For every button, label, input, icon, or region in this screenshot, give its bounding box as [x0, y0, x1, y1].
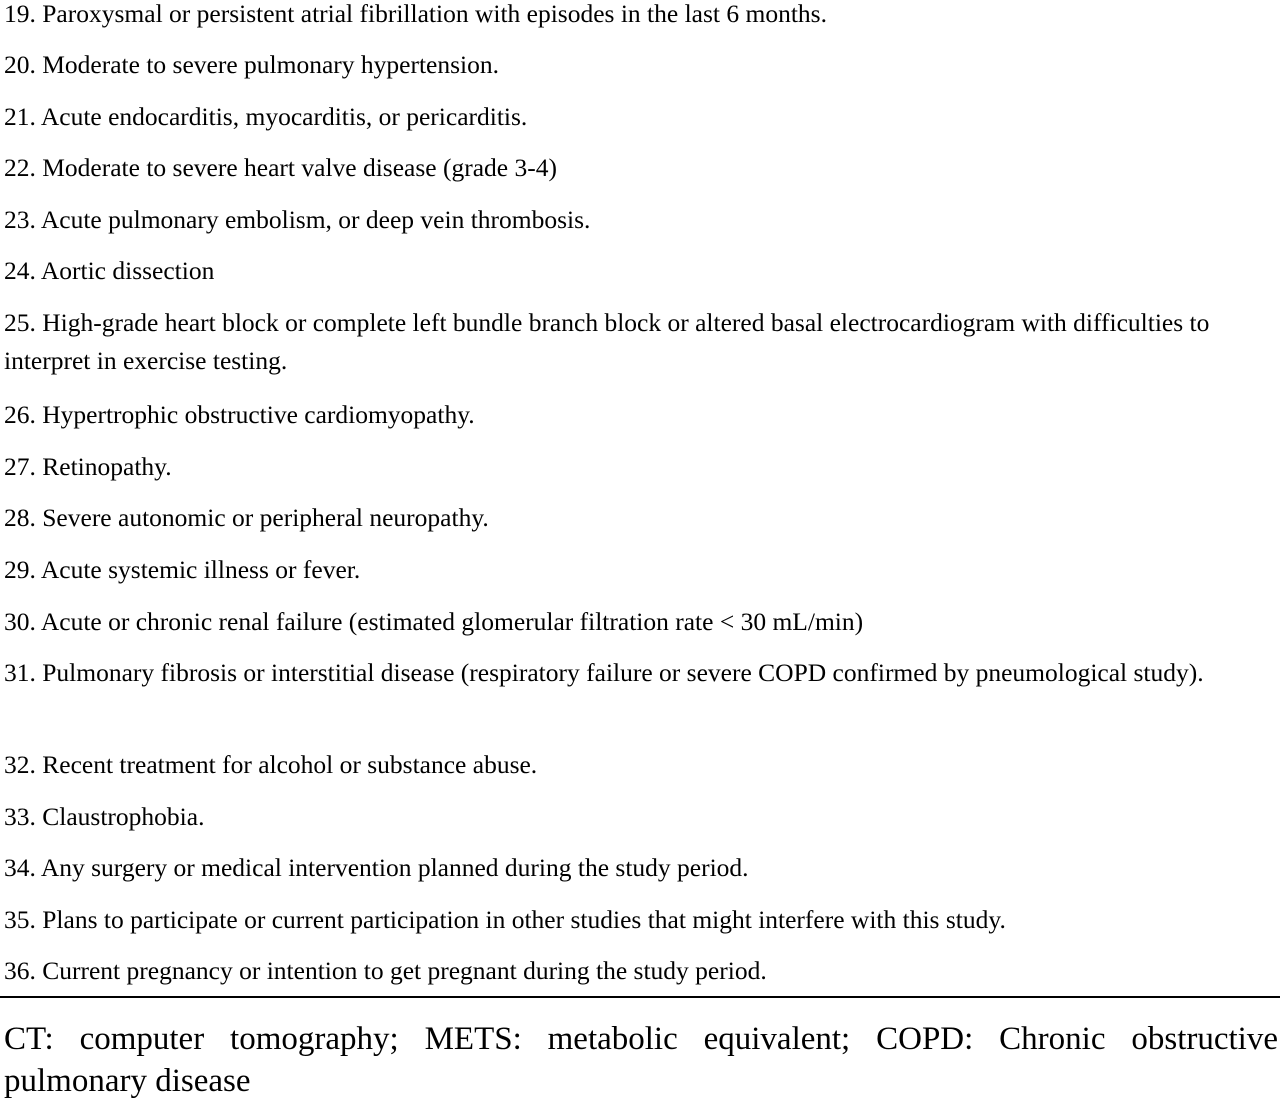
list-item-26: 26. Hypertrophic obstructive cardiomyopathy.: [4, 400, 475, 429]
list-item-27: 27. Retinopathy.: [4, 452, 172, 481]
list-item-22: 22. Moderate to severe heart valve disease (grade 3-4): [4, 153, 557, 182]
abbreviations-footnote: CT: computer tomography; METS: metabolic equivalent; COPD: Chronic obstructive pulmonary disease: [4, 1021, 1278, 1099]
list-item-33: 33. Claustrophobia.: [4, 802, 205, 831]
list-item-29: 29. Acute systemic illness or fever.: [4, 555, 361, 584]
list-item-36: 36. Current pregnancy or intention to get pregnant during the study period.: [4, 956, 767, 985]
list-item-19: 19. Paroxysmal or persistent atrial fibrillation with episodes in the last 6 months.: [4, 0, 827, 28]
list-item-30: 30. Acute or chronic renal failure (estimated glomerular filtration rate < 30 mL/min): [4, 607, 864, 636]
list-item-28: 28. Severe autonomic or peripheral neuropathy.: [4, 503, 489, 532]
table-bottom-rule: [0, 996, 1280, 998]
list-item-20: 20. Moderate to severe pulmonary hypertension.: [4, 50, 499, 79]
list-item-21: 21. Acute endocarditis, myocarditis, or pericarditis.: [4, 102, 528, 131]
list-item-31: 31. Pulmonary fibrosis or interstitial disease (respiratory failure or severe COPD confirmed by pneumological study).: [4, 658, 1204, 687]
list-item-24: 24. Aortic dissection: [4, 256, 215, 285]
list-item-23: 23. Acute pulmonary embolism, or deep vein thrombosis.: [4, 205, 591, 234]
list-item-25: 25. High-grade heart block or complete left bundle branch block or altered basal electrocardiogram with difficulties to interpret in exercise testing.: [4, 308, 1210, 375]
list-item-34: 34. Any surgery or medical intervention planned during the study period.: [4, 853, 749, 882]
list-item-32: 32. Recent treatment for alcohol or substance abuse.: [4, 750, 538, 779]
list-item-35: 35. Plans to participate or current participation in other studies that might interfere with this study.: [4, 905, 1006, 934]
